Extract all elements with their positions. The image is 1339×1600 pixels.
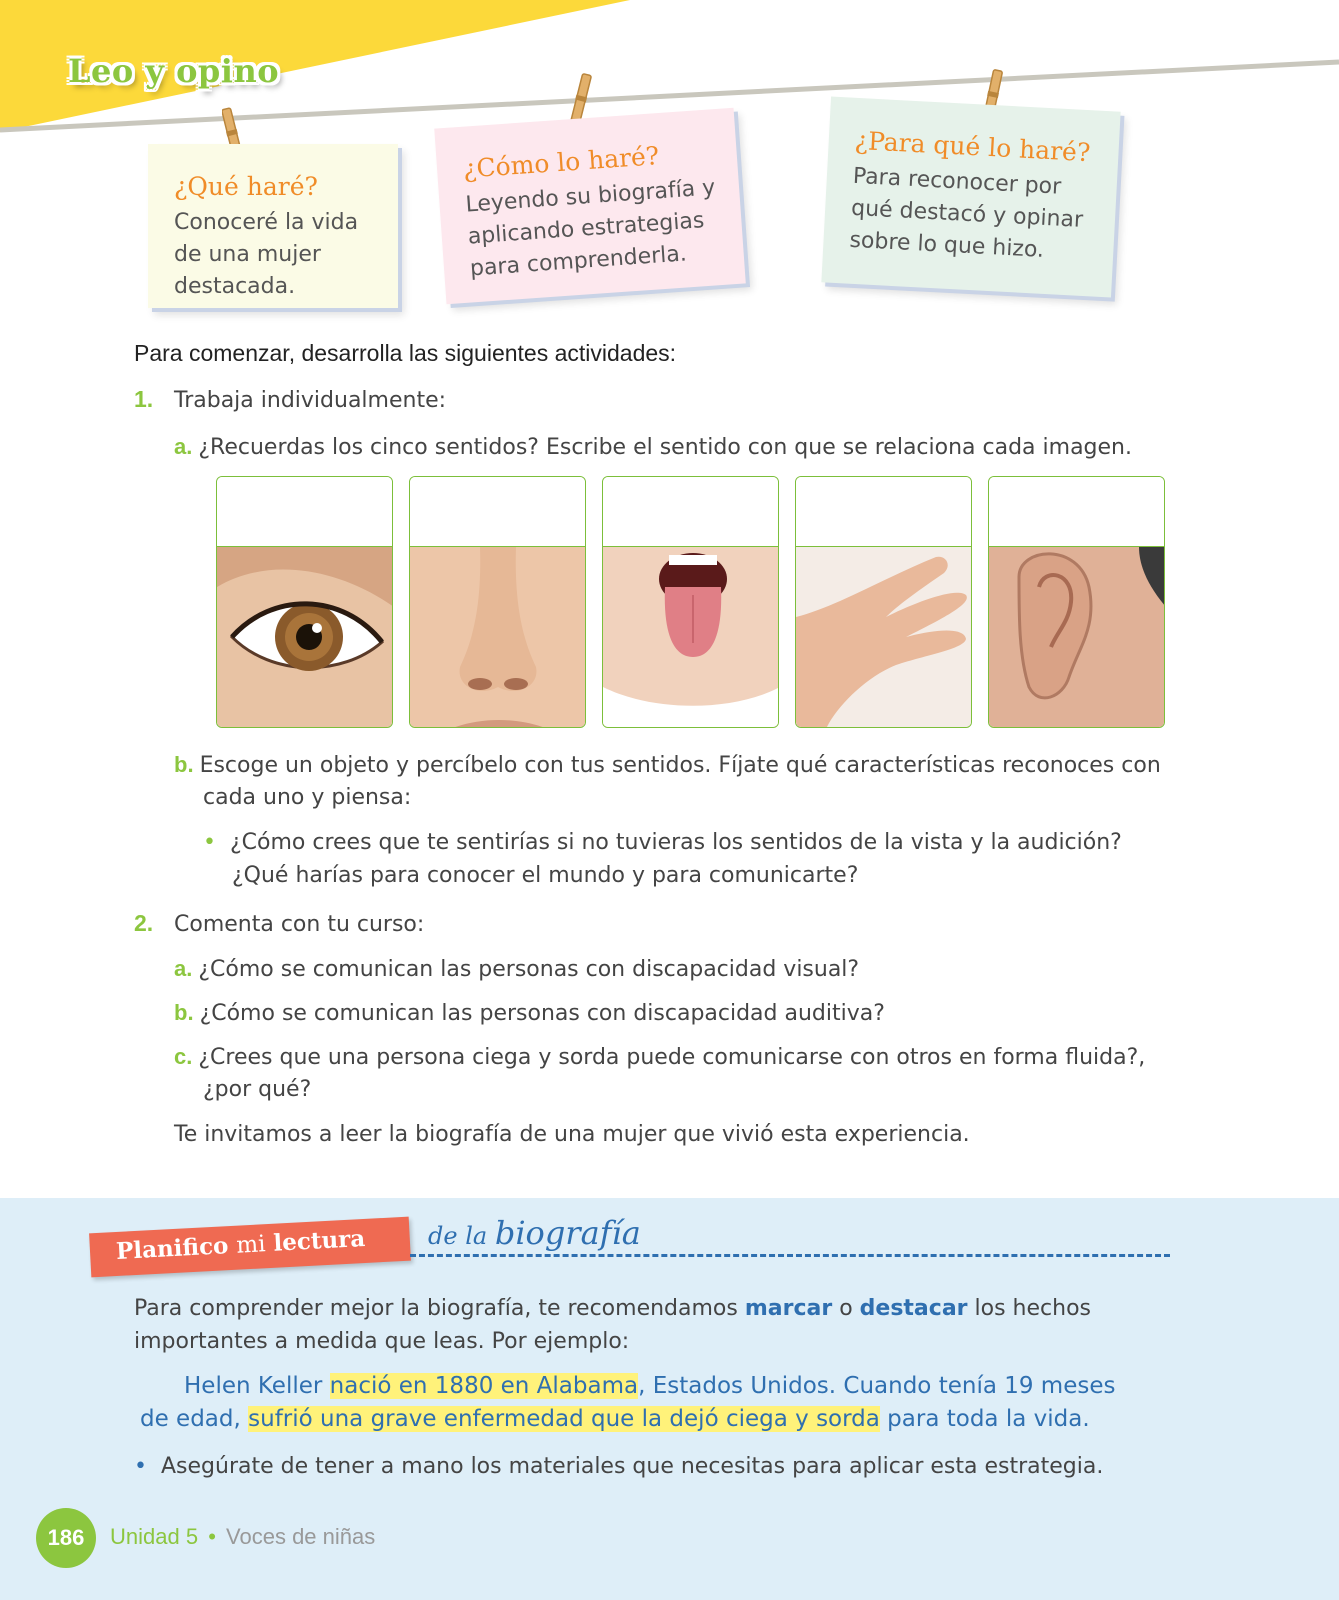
note-body: Conoceré la vida de una mujer destacada.	[174, 210, 359, 299]
question-letter: a.	[174, 434, 193, 459]
bullet-item	[203, 826, 1122, 859]
answer-field[interactable]	[217, 477, 392, 547]
unit-label: Unidad 5	[110, 1524, 199, 1549]
question-letter: b.	[174, 1000, 194, 1025]
note-how	[434, 108, 746, 304]
question-2a	[174, 952, 859, 986]
bullet-text-cont: ¿Qué harías para conocer el mundo y para comunicarte?	[232, 863, 859, 888]
plan-keyword: marcar	[744, 1296, 833, 1321]
tongue-image	[603, 547, 779, 728]
bullet-text: ¿Cómo crees que te sentirías si no tuvieras los sentidos de la vista y la audición?	[229, 830, 1122, 855]
question-letter: a.	[174, 956, 193, 981]
sense-card-tongue	[602, 476, 779, 728]
closing-text: Te invitamos a leer la biografía de una mujer que vivió esta experiencia.	[174, 1122, 970, 1147]
plan-tag-word: mi	[235, 1231, 267, 1259]
unit-title: Voces de niñas	[226, 1524, 376, 1549]
section-title: Leo y opino	[68, 52, 280, 90]
note-heading: ¿Para qué lo haré?	[854, 125, 1092, 168]
plan-tag-word: lectura	[272, 1224, 366, 1257]
question-2c	[174, 1040, 1145, 1074]
note-heading: ¿Cómo lo haré?	[462, 141, 661, 184]
footer-unit	[110, 1524, 375, 1550]
plan-subtitle-big: biografía	[494, 1214, 641, 1252]
plan-tag-word: Planifico	[115, 1232, 230, 1265]
plan-text-part: o	[832, 1296, 860, 1321]
highlighted-text: nació en 1880 en Alabama	[329, 1373, 639, 1399]
bullet-text: Asegúrate de tener a mano los materiales que necesitas para aplicar esta estrategia.	[160, 1454, 1104, 1479]
item-number: 2.	[134, 910, 154, 936]
question-text: ¿Recuerdas los cinco sentidos? Escribe el sentido con que se relaciona cada imagen.	[198, 435, 1132, 460]
highlighted-text: sufrió una grave enfermedad que la dejó ciega y sorda	[248, 1406, 880, 1432]
note-heading: ¿Qué haré?	[174, 172, 318, 201]
question-text: ¿Cómo se comunican las personas con discapacidad auditiva?	[199, 1001, 885, 1026]
plan-subtitle-small: de la	[428, 1222, 488, 1250]
answer-field[interactable]	[410, 477, 585, 547]
plan-bullet-item	[134, 1454, 1103, 1479]
example-paragraph	[140, 1370, 1140, 1436]
answer-field[interactable]	[989, 477, 1164, 547]
note-body: Leyendo su biografía y aplicando estrategias para comprenderla.	[464, 175, 717, 282]
answer-field[interactable]	[603, 477, 778, 547]
question-text: Escoge un objeto y percíbelo con tus sentidos. Fíjate qué características reconoces con	[199, 753, 1161, 778]
plan-subtitle	[428, 1214, 641, 1252]
question-letter: b.	[174, 752, 194, 777]
hand-image	[796, 547, 972, 728]
page-number: 186	[36, 1508, 96, 1568]
question-text-cont: ¿por qué?	[203, 1077, 312, 1102]
bullet-icon: •	[203, 830, 216, 855]
plan-text-part: los hechos importantes a medida que leas. Por ejemplo:	[134, 1296, 1091, 1354]
note-what	[148, 144, 398, 308]
question-2b	[174, 996, 885, 1030]
example-text: Helen Keller	[184, 1373, 330, 1399]
question-1b	[174, 748, 1161, 782]
plan-keyword: destacar	[859, 1296, 968, 1321]
item-number: 1.	[134, 386, 154, 412]
note-why	[821, 97, 1120, 298]
question-1a	[174, 430, 1132, 464]
bullet-icon: •	[134, 1454, 147, 1479]
example-text: , Estados Unidos. Cuando tenía 19 meses de edad,	[140, 1373, 1116, 1432]
eye-image	[217, 547, 393, 728]
question-text: ¿Cómo se comunican las personas con discapacidad visual?	[198, 957, 860, 982]
example-text: para toda la vida.	[879, 1406, 1090, 1432]
sense-card-nose	[409, 476, 586, 728]
activities-intro: Para comenzar, desarrolla las siguientes actividades:	[134, 340, 677, 366]
footer-separator: •	[208, 1524, 216, 1549]
question-text-cont: cada uno y piensa:	[203, 785, 412, 810]
ear-image	[989, 547, 1165, 728]
item-text: Comenta con tu curso:	[174, 912, 425, 937]
question-letter: c.	[174, 1044, 193, 1069]
plan-instructions	[134, 1292, 1134, 1358]
sense-card-eye	[216, 476, 393, 728]
question-text: ¿Crees que una persona ciega y sorda puede comunicarse con otros en forma fluida?,	[198, 1045, 1146, 1070]
nose-image	[410, 547, 586, 728]
sense-card-ear	[988, 476, 1165, 728]
plan-text-part: Para comprender mejor la biografía, te recomendamos	[134, 1296, 745, 1321]
dashed-divider	[410, 1254, 1170, 1257]
note-body: Para reconocer por qué destacó y opinar sobre lo que hizo.	[848, 163, 1084, 263]
sense-card-hand	[795, 476, 972, 728]
item-text: Trabaja individualmente:	[174, 388, 447, 413]
answer-field[interactable]	[796, 477, 971, 547]
